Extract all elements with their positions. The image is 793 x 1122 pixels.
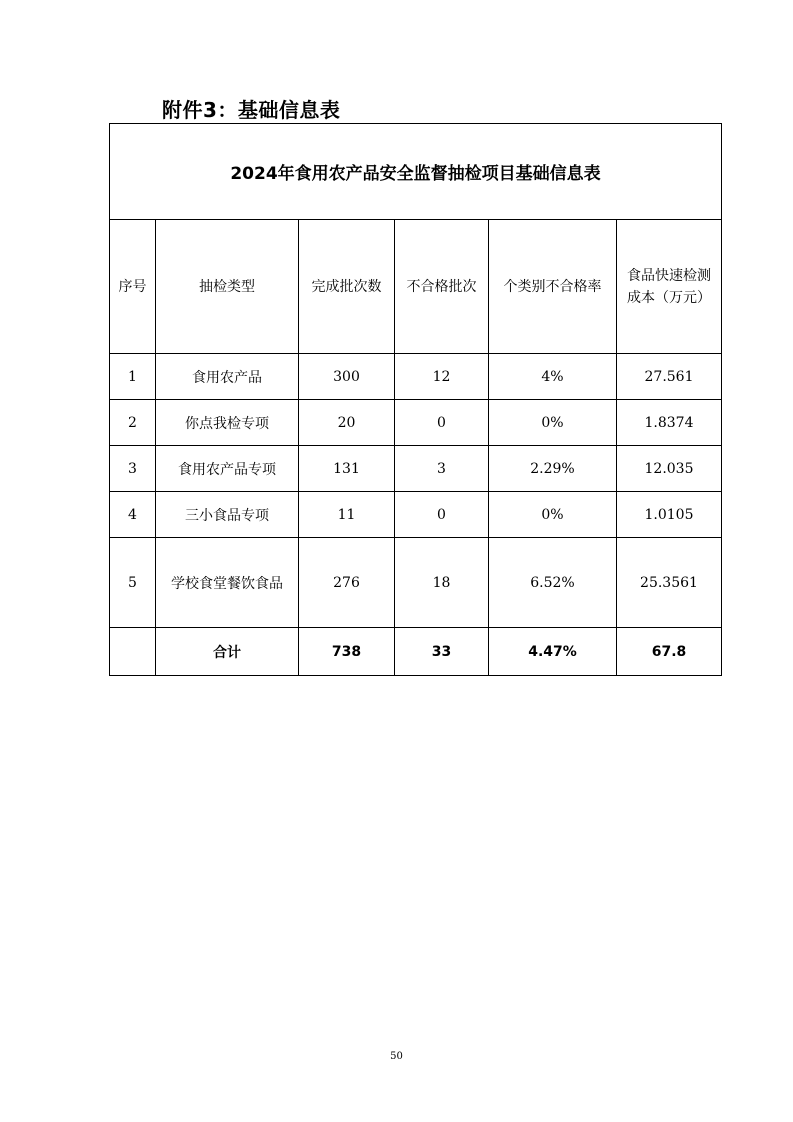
- total-completed-batches: 738: [299, 628, 395, 676]
- header-rapid-test-cost: 食品快速检测成本（万元）: [617, 220, 722, 354]
- header-completed-batches: 完成批次数: [299, 220, 395, 354]
- total-row: [110, 628, 722, 676]
- total-failure-rate: 4.47%: [489, 628, 617, 676]
- header-inspection-type: 抽检类型: [156, 220, 299, 354]
- cell-serial-number: 4: [110, 492, 156, 538]
- header-serial-number: 序号: [110, 220, 156, 354]
- cell-failure-rate: 0%: [489, 400, 617, 446]
- cell-rapid-test-cost: 12.035: [617, 446, 722, 492]
- total-rapid-test-cost: 67.8: [617, 628, 722, 676]
- cell-inspection-type: 三小食品专项: [156, 492, 299, 538]
- cell-serial-number: 1: [110, 354, 156, 400]
- total-serial-number: [110, 628, 156, 676]
- cell-serial-number: 5: [110, 538, 156, 628]
- table-row: [110, 538, 722, 628]
- page-number: 50: [390, 1051, 403, 1062]
- table-row: [110, 354, 722, 400]
- cell-failed-batches: 0: [395, 492, 489, 538]
- header-failed-batches: 不合格批次: [395, 220, 489, 354]
- cell-failed-batches: 12: [395, 354, 489, 400]
- cell-inspection-type: 学校食堂餐饮食品: [156, 538, 299, 628]
- table-row: [110, 400, 722, 446]
- attachment-title: 附件3：基础信息表: [162, 98, 341, 122]
- cell-completed-batches: 300: [299, 354, 395, 400]
- table-row: [110, 492, 722, 538]
- cell-rapid-test-cost: 25.3561: [617, 538, 722, 628]
- table-header-row: [110, 220, 722, 354]
- cell-completed-batches: 131: [299, 446, 395, 492]
- cell-failure-rate: 4%: [489, 354, 617, 400]
- cell-failure-rate: 6.52%: [489, 538, 617, 628]
- cell-failure-rate: 2.29%: [489, 446, 617, 492]
- cell-inspection-type: 食用农产品: [156, 354, 299, 400]
- table-caption: 2024年食用农产品安全监督抽检项目基础信息表: [110, 124, 722, 220]
- cell-failed-batches: 0: [395, 400, 489, 446]
- total-failed-batches: 33: [395, 628, 489, 676]
- total-label: 合计: [156, 628, 299, 676]
- cell-serial-number: 3: [110, 446, 156, 492]
- table-row: [110, 446, 722, 492]
- cell-inspection-type: 食用农产品专项: [156, 446, 299, 492]
- header-failure-rate: 个类别不合格率: [489, 220, 617, 354]
- cell-completed-batches: 20: [299, 400, 395, 446]
- cell-rapid-test-cost: 1.8374: [617, 400, 722, 446]
- cell-serial-number: 2: [110, 400, 156, 446]
- cell-completed-batches: 276: [299, 538, 395, 628]
- basic-info-table: [109, 123, 722, 676]
- cell-rapid-test-cost: 27.561: [617, 354, 722, 400]
- cell-rapid-test-cost: 1.0105: [617, 492, 722, 538]
- cell-failure-rate: 0%: [489, 492, 617, 538]
- cell-failed-batches: 18: [395, 538, 489, 628]
- cell-failed-batches: 3: [395, 446, 489, 492]
- cell-inspection-type: 你点我检专项: [156, 400, 299, 446]
- cell-completed-batches: 11: [299, 492, 395, 538]
